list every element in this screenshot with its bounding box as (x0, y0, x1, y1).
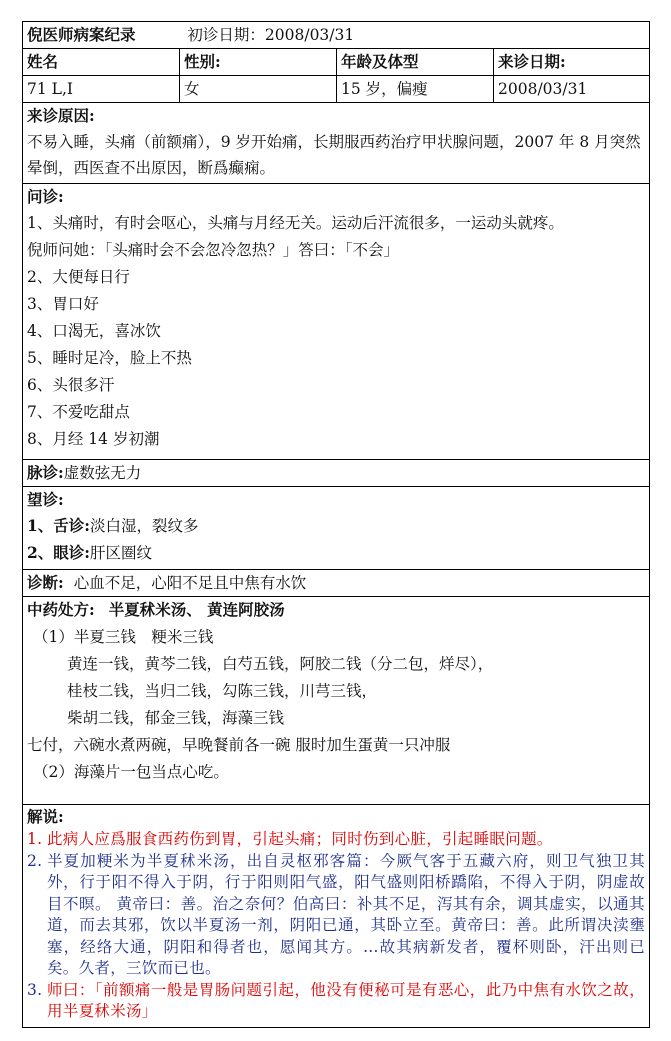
note-text: 此病人应爲服食西药伤到胃，引起头痛；同时伤到心脏，引起睡眠问题。 (47, 830, 553, 848)
inquiry-row (23, 184, 650, 460)
visit-date-value: 2008/03/31 (494, 76, 650, 103)
inquiry-item: 8、月经 14 岁初潮 (27, 430, 160, 448)
diagnosis-label: 诊断: (27, 573, 64, 592)
first-visit-label: 初诊日期： (187, 26, 265, 44)
eye-label: 2、眼诊: (27, 543, 91, 562)
age-build-value: 15 岁，偏瘦 (337, 76, 494, 103)
reason-label: 来诊原因: (27, 106, 95, 125)
prescription-row (23, 597, 650, 805)
info-label-row (23, 49, 650, 76)
prescription-line: 黄连一钱，黄芩二钱，白芍五钱，阿胶二钱（分二包，烊尽）， (67, 655, 494, 673)
gender-label: 性别: (180, 49, 337, 76)
inquiry-item: 5、睡时足冷，脸上不热 (27, 349, 192, 367)
note-number: 2. (27, 851, 43, 870)
name-label: 姓名 (23, 49, 180, 76)
medical-record (22, 21, 649, 1028)
prescription-label: 中药处方: (27, 600, 95, 619)
prescription-line: （1）半夏三钱 粳米三钱 (33, 628, 214, 646)
inquiry-item: 1、头痛时，有时会呕心，头痛与月经无关。运动后汗流很多，一运动头就疼。 (27, 214, 564, 232)
note-text: 半夏加粳米为半夏秫米汤，出自灵枢邪客篇：今厥气客于五藏六府，则卫气独卫其外，行于阳不得入于阴，行于阳则阳气盛，阳气盛则阳桥蹻陷，不得入于阴，阴虚故目不暝。 黄帝曰：善。治之奈何？伯高曰：补其不足，泻其有余，调其虚实，以通其道，而去其邪，饮以半夏汤一剂，阴阳已通，其卧立至。黄帝曰：善。此所谓决渎壅塞，经络大通，阴阳和得者也，愿闻其方。…故其病新发者，覆杯则卧，汗出则已矣。久者，三饮而已也。 (47, 851, 645, 977)
prescription-line: 柴胡二钱，郁金三钱，海藻三钱 (67, 709, 285, 727)
eye-text: 肝区圈纹 (90, 544, 153, 562)
reason-row (23, 103, 650, 184)
diagnosis-text: 心血不足，心阳不足且中焦有水饮 (73, 574, 307, 592)
name-value: 71 L,I (23, 76, 180, 103)
pulse-text: 虚数弦无力 (63, 464, 142, 482)
inquiry-item: 4、口渴无，喜冰饮 (27, 322, 161, 340)
visit-date-label: 来诊日期: (494, 49, 650, 76)
title-row (23, 22, 650, 49)
record-table (22, 21, 650, 1028)
note-number: 3. (27, 980, 43, 999)
inquiry-item: 倪师问她：「头痛时会不会忽冷忽热？」答曰：「不会」 (27, 241, 400, 259)
inquiry-item: 7、不爱吃甜点 (27, 403, 130, 421)
explanation-row (23, 805, 650, 1028)
inquiry-label: 问诊: (27, 187, 64, 206)
explanation-note (27, 829, 645, 851)
explanation-note (27, 980, 645, 1023)
note-text: 师曰：「前额痛一般是胃肠问题引起，他没有便秘可是有恶心，此乃中焦有水饮之故，用半夏秫米汤」 (47, 980, 645, 1020)
tongue-label: 1、舌诊: (27, 516, 91, 535)
prescription-line: 七付，六碗水煮两碗，早晚餐前各一碗 服时加生蛋黄一只冲服 (27, 736, 451, 754)
explanation-label: 解说: (27, 807, 64, 826)
first-visit-date: 2008/03/31 (264, 26, 355, 44)
inquiry-item: 2、大便每日行 (27, 268, 130, 286)
prescription-line: 桂枝二钱，当归二钱，勾陈三钱，川芎三钱， (67, 682, 378, 700)
explanation-note (27, 851, 645, 980)
note-number: 1. (27, 830, 43, 848)
diagnosis-row (23, 570, 650, 597)
gender-value: 女 (180, 76, 337, 103)
pulse-row (23, 460, 650, 487)
prescription-formulas: 半夏秫米汤、 黄连阿胶汤 (108, 600, 285, 619)
age-build-label: 年龄及体型 (337, 49, 494, 76)
inquiry-item: 3、胃口好 (27, 295, 99, 313)
inquiry-item: 6、头很多汗 (27, 376, 115, 394)
prescription-line: （2）海藻片一包当点心吃。 (33, 763, 229, 781)
inspection-row (23, 487, 650, 570)
pulse-label: 脉诊: (27, 463, 64, 482)
tongue-text: 淡白湿，裂纹多 (90, 517, 199, 535)
record-title: 倪医师病案纪录 (27, 25, 136, 44)
reason-text: 不易入睡，头痛（前额痛），9 岁开始痛，长期服西药治疗甲状腺问题，2007 年 8 月突然晕倒，西医查不出原因，断爲癫痫。 (27, 133, 641, 177)
info-value-row (23, 76, 650, 103)
inspection-label: 望诊: (27, 490, 64, 509)
